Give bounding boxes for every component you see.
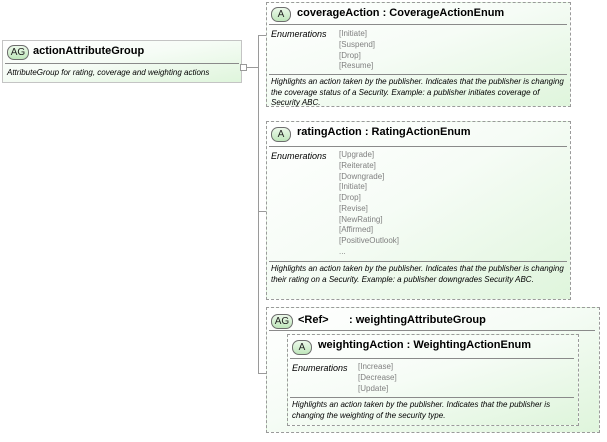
enumeration-list (339, 150, 399, 258)
enum-value: [Drop] (339, 193, 361, 202)
enum-value: [Suspend] (339, 39, 376, 49)
enum-value: [Resume] (339, 61, 374, 71)
enumerations-label: Enumerations (292, 363, 348, 373)
tree-trunk (258, 35, 259, 373)
action-attribute-group-box[interactable] (2, 40, 242, 83)
enumerations-divider (269, 74, 567, 75)
enumeration-list (339, 29, 375, 72)
enum-value: [Increase] (358, 362, 394, 371)
attribute-title: weightingAction : WeightingActionEnum (318, 339, 532, 351)
enum-value: [Initiate] (339, 29, 368, 38)
weighting-action-box[interactable] (287, 334, 579, 426)
enum-value: [Drop] (339, 50, 361, 60)
enum-value: [Upgrade] (339, 150, 375, 159)
enum-value: [Affirmed] (339, 225, 374, 235)
attribute-description: Highlights an action taken by the publisher. Indicates that the publisher is changing the coverage status of a Security. Example: a publisher initiates coverage of Security ABC. (271, 77, 564, 107)
attribute-group-icon: AG (7, 45, 29, 60)
branch-coverage (258, 35, 266, 36)
enumerations-divider (290, 397, 574, 398)
weighting-attribute-group-box[interactable] (266, 307, 600, 433)
rating-action-box[interactable] (266, 121, 571, 300)
enumerations-label: Enumerations (271, 29, 327, 39)
title-divider (269, 146, 567, 147)
title-divider (269, 330, 595, 331)
enum-value: [Reiterate] (339, 160, 376, 170)
enum-value: [Initiate] (339, 182, 368, 192)
title-divider (290, 358, 574, 359)
attribute-description: Highlights an action taken by the publisher. Indicates that the publisher is changing their rating on a Security. Example: a publisher downgrades Security ABC. (271, 264, 564, 284)
attribute-title: coverageAction : CoverageActionEnum (297, 7, 505, 19)
attribute-icon: A (292, 340, 312, 355)
enumerations-label: Enumerations (271, 151, 327, 161)
attribute-icon: A (271, 127, 291, 142)
enum-value: [Revise] (339, 203, 368, 213)
expand-connector[interactable] (240, 64, 247, 71)
enumeration-list (358, 362, 397, 394)
enum-value: [Downgrade] (339, 171, 385, 181)
enum-value: [PositiveOutlook] (339, 236, 400, 245)
branch-rating (258, 211, 266, 212)
title-divider (269, 24, 567, 25)
enumerations-divider (269, 261, 567, 262)
attribute-title: ratingAction : RatingActionEnum (297, 126, 471, 138)
branch-weighting (258, 373, 266, 374)
group-title: : weightingAttributeGroup (349, 314, 486, 326)
coverage-action-box[interactable] (266, 2, 571, 107)
attribute-icon: A (271, 7, 291, 22)
enum-value: [Decrease] (358, 372, 397, 382)
enum-value: ... (339, 246, 346, 256)
attribute-description: Highlights an action taken by the publisher. Indicates that the publisher is changing the weighting of the security type. (292, 400, 551, 420)
ref-label: <Ref> (298, 314, 329, 326)
group-description: AttributeGroup for rating, coverage and weighting actions (7, 68, 210, 77)
enum-value: [Update] (358, 383, 389, 393)
enum-value: [NewRating] (339, 214, 383, 224)
attribute-group-icon: AG (271, 314, 293, 329)
title-divider (5, 63, 239, 64)
group-title: actionAttributeGroup (33, 45, 145, 57)
